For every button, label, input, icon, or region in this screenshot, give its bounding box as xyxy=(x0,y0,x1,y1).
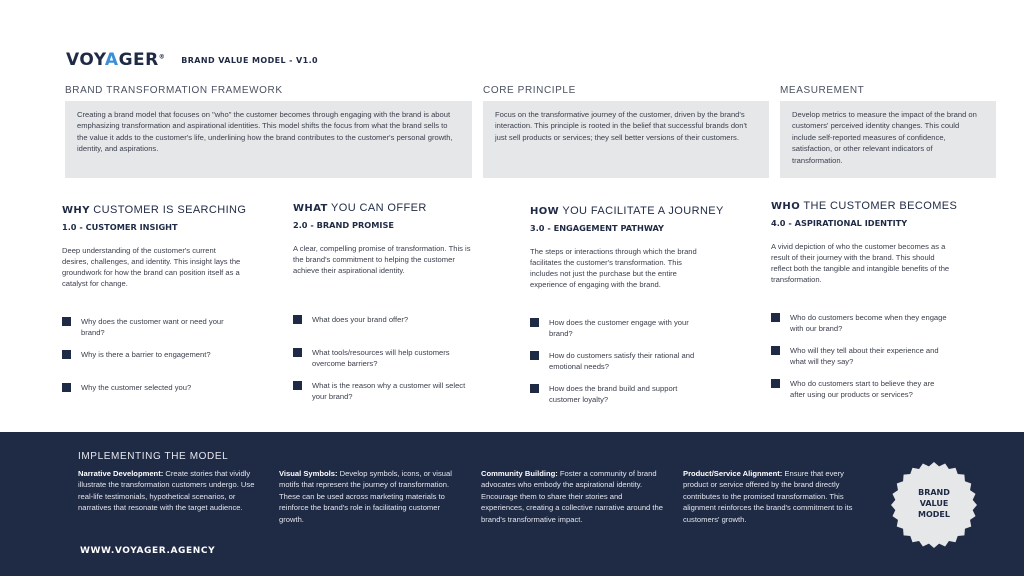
column-who xyxy=(771,200,958,411)
square-bullet-icon xyxy=(771,313,780,322)
square-bullet-icon xyxy=(293,381,302,390)
column-subtitle: 2.0 - BRAND PROMISE xyxy=(293,220,394,230)
question-item: Who do customers start to believe they are after using our products or services? xyxy=(771,378,951,411)
square-bullet-icon xyxy=(771,379,780,388)
logo-accent-letter: A xyxy=(104,50,119,70)
column-how xyxy=(530,205,724,416)
column-subtitle: 1.0 - CUSTOMER INSIGHT xyxy=(62,222,178,232)
square-bullet-icon xyxy=(530,351,539,360)
column-subtitle: 4.0 - ASPIRATIONAL IDENTITY xyxy=(771,218,908,228)
column-heading: HOW YOU FACILITATE A JOURNEY xyxy=(530,205,724,217)
square-bullet-icon xyxy=(62,383,71,392)
column-heading: WHY CUSTOMER IS SEARCHING xyxy=(62,204,247,216)
column-description: Deep understanding of the customer's current desires, challenges, and identity. This insight lays the groundwork for how the brand can position itself as a catalyst for change. xyxy=(62,246,241,288)
column-description: The steps or interactions through which the brand facilitates the customer's transformation. This includes not just the purchase but the entire experience of engaging with the brand. xyxy=(530,247,697,289)
question-item: Who do customers become when they engage with our brand? xyxy=(771,312,951,345)
measurement-text: Develop metrics to measure the impact of the brand on customers' perceived identity changes. This could include self-reported measures of confidence, satisfaction, or other relevant indicators of transformation. xyxy=(792,110,977,165)
square-bullet-icon xyxy=(293,348,302,357)
footer-item-narrative: Narrative Development: Create stories that vividly illustrate the transformation customers undergo. Use real-life testimonials, hypothetical scenarios, or narratives that resonate with the target audience. xyxy=(78,469,255,513)
footer-item-community: Community Building: Foster a community of brand advocates who embody the aspirational identity. Encourage them to share their stories and experiences, creating a collective narrative around the brand's transformative impact. xyxy=(481,469,663,524)
framework-box xyxy=(65,101,472,178)
agency-url-link[interactable]: WWW.VOYAGER.AGENCY xyxy=(80,546,216,556)
question-list xyxy=(293,314,473,413)
square-bullet-icon xyxy=(771,346,780,355)
square-bullet-icon xyxy=(62,350,71,359)
question-item: What is the reason why a customer will select your brand? xyxy=(293,380,473,413)
core-principle-text: Focus on the transformative journey of the customer, driven by the brand's interaction. This principle is rooted in the belief that successful brands don't just sell products or services; they sell better versions of their customers. xyxy=(495,110,748,142)
framework-text: Creating a brand model that focuses on "who" the customer becomes through engaging with the brand is about emphasizing transformation and aspirational identities. This model shifts the focus from what the brand sells to the value it adds to the customer's life, underlining how the brand contributes to the customer's personal growth, identity, and aspirations. xyxy=(77,110,453,154)
square-bullet-icon xyxy=(293,315,302,324)
core-principle-box xyxy=(483,101,769,178)
square-bullet-icon xyxy=(530,384,539,393)
question-item: Who will they tell about their experience and what will they say? xyxy=(771,345,951,378)
footer-title: IMPLEMENTING THE MODEL xyxy=(78,451,229,462)
voyager-logo[interactable]: VOYAGER® xyxy=(66,50,166,70)
column-heading: WHAT YOU CAN OFFER xyxy=(293,202,427,214)
square-bullet-icon xyxy=(530,318,539,327)
measurement-box xyxy=(780,101,996,178)
brand-value-model-badge xyxy=(891,462,977,548)
footer-item-alignment: Product/Service Alignment: Ensure that every product or service offered by the brand directly contributes to the promised transformation. This alignment reinforces the brand's commitment to its customers' growth. xyxy=(683,469,853,524)
column-description: A vivid depiction of who the customer becomes as a result of their journey with the brand. This should reflect both the tangible and intangible benefits of the transformation. xyxy=(771,242,950,284)
question-item: How does the brand build and support customer loyalty? xyxy=(530,383,710,416)
framework-label: BRAND TRANSFORMATION FRAMEWORK xyxy=(65,85,283,96)
measurement-label: MEASUREMENT xyxy=(780,85,865,96)
column-heading: WHO THE CUSTOMER BECOMES xyxy=(771,200,958,212)
question-item: Why does the customer want or need your brand? xyxy=(62,316,242,349)
question-item: Why is there a barrier to engagement? xyxy=(62,349,242,382)
question-item: What tools/resources will help customers overcome barriers? xyxy=(293,347,473,380)
question-list xyxy=(530,317,710,416)
question-list xyxy=(771,312,951,411)
page-title: BRAND VALUE MODEL - V1.0 xyxy=(181,55,319,65)
column-description: A clear, compelling promise of transformation. This is the brand's commitment to helping the customer achieve their aspirational identity. xyxy=(293,244,471,275)
footer-item-visual-symbols: Visual Symbols: Develop symbols, icons, or visual motifs that represent the journey of transformation. These can be used across marketing materials to reinforce the brand's role in facilitating customer growth. xyxy=(279,469,452,524)
column-why xyxy=(62,204,247,415)
question-item: How do customers satisfy their rational and emotional needs? xyxy=(530,350,710,383)
header xyxy=(66,50,318,70)
question-list xyxy=(62,316,242,415)
square-bullet-icon xyxy=(62,317,71,326)
footer xyxy=(0,432,1024,576)
core-principle-label: CORE PRINCIPLE xyxy=(483,85,576,96)
column-subtitle: 3.0 - ENGAGEMENT PATHWAY xyxy=(530,223,664,233)
question-item: How does the customer engage with your brand? xyxy=(530,317,710,350)
question-item: Why the customer selected you? xyxy=(62,382,242,415)
badge-text: BRAND VALUE MODEL xyxy=(918,488,950,519)
column-what xyxy=(293,202,473,413)
question-item: What does your brand offer? xyxy=(293,314,473,347)
